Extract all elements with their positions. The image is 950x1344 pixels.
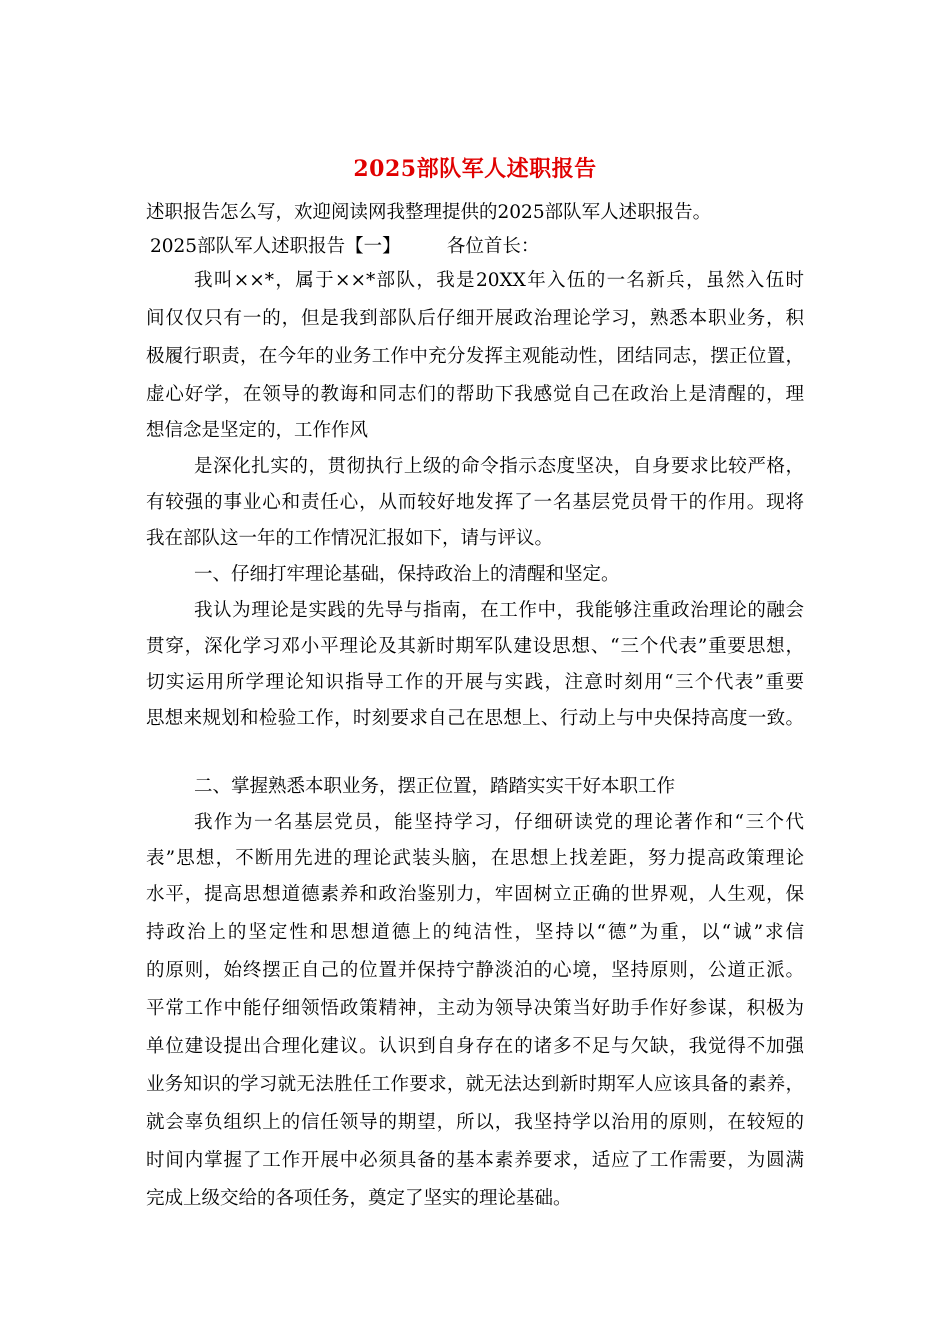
paragraph-line: 虚心好学，在领导的教诲和同志们的帮助下我感觉自己在政治上是清醒的，理	[146, 384, 804, 405]
subheading-two: 二、掌握熟悉本职业务，摆正位置，踏踏实实干好本职工作	[194, 776, 676, 797]
paragraph-line: 业务知识的学习就无法胜任工作要求，就无法达到新时期军人应该具备的素养，	[146, 1074, 804, 1095]
paragraph-line: 平常工作中能仔细领悟政策精神，主动为领导决策当好助手作好参谋，积极为	[146, 998, 804, 1019]
paragraph-line: 思想来规划和检验工作，时刻要求自己在思想上、行动上与中央保持高度一致。	[146, 708, 804, 729]
intro-line: 述职报告怎么写，欢迎阅读网我整理提供的2025部队军人述职报告。	[146, 202, 712, 223]
paragraph-line: 时间内掌握了工作开展中必须具备的基本素养要求，适应了工作需要，为圆满	[146, 1150, 804, 1171]
paragraph-line: 的原则，始终摆正自己的位置并保持宁静淡泊的心境，坚持原则，公道正派。	[146, 960, 804, 981]
paragraph-line: 有较强的事业心和责任心，从而较好地发挥了一名基层党员骨干的作用。现将	[146, 492, 804, 513]
paragraph-line: 我在部队这一年的工作情况汇报如下，请与评议。	[146, 528, 554, 549]
paragraph-line: 水平，提高思想道德素养和政治鉴别力，牢固树立正确的世界观，人生观，保	[146, 884, 804, 905]
paragraph-line: 我作为一名基层党员，能坚持学习，仔细研读党的理论著作和“三个代	[194, 812, 804, 833]
paragraph-line: 想信念是坚定的，工作作风	[146, 420, 369, 441]
paragraph-line: 完成上级交给的各项任务，奠定了坚实的理论基础。	[146, 1188, 572, 1209]
paragraph-line: 表”思想，不断用先进的理论武装头脑，在思想上找差距，努力提高政策理论	[146, 848, 804, 869]
paragraph-line: 就会辜负组织上的信任领导的期望，所以，我坚持学以治用的原则，在较短的	[146, 1112, 804, 1133]
paragraph-line: 我叫××*，属于××*部队，我是20XX年入伍的一名新兵，虽然入伍时	[194, 270, 804, 291]
paragraph-line: 贯穿，深化学习邓小平理论及其新时期军队建设思想、“三个代表”重要思想，	[146, 636, 804, 657]
paragraph-line: 是深化扎实的，贯彻执行上级的命令指示态度坚决，自身要求比较严格，	[194, 456, 804, 477]
section-heading-one: 2025部队军人述职报告【一】 各位首长：	[150, 236, 540, 257]
paragraph-line: 持政治上的坚定性和思想道德上的纯洁性，坚持以“德”为重，以“诚”求信	[146, 922, 804, 943]
paragraph-line: 间仅仅只有一的，但是我到部队后仔细开展政治理论学习，熟悉本职业务，积	[146, 308, 804, 329]
paragraph-line: 切实运用所学理论知识指导工作的开展与实践，注意时刻用“三个代表”重要	[146, 672, 804, 693]
document-title: 2025部队军人述职报告	[353, 156, 597, 182]
paragraph-line: 极履行职责，在今年的业务工作中充分发挥主观能动性，团结同志，摆正位置，	[146, 346, 804, 367]
subheading-one: 一、仔细打牢理论基础，保持政治上的清醒和坚定。	[194, 564, 620, 585]
paragraph-line: 我认为理论是实践的先导与指南，在工作中，我能够注重政治理论的融会	[194, 600, 804, 621]
paragraph-line: 单位建设提出合理化建议。认识到自身存在的诸多不足与欠缺，我觉得不加强	[146, 1036, 804, 1057]
